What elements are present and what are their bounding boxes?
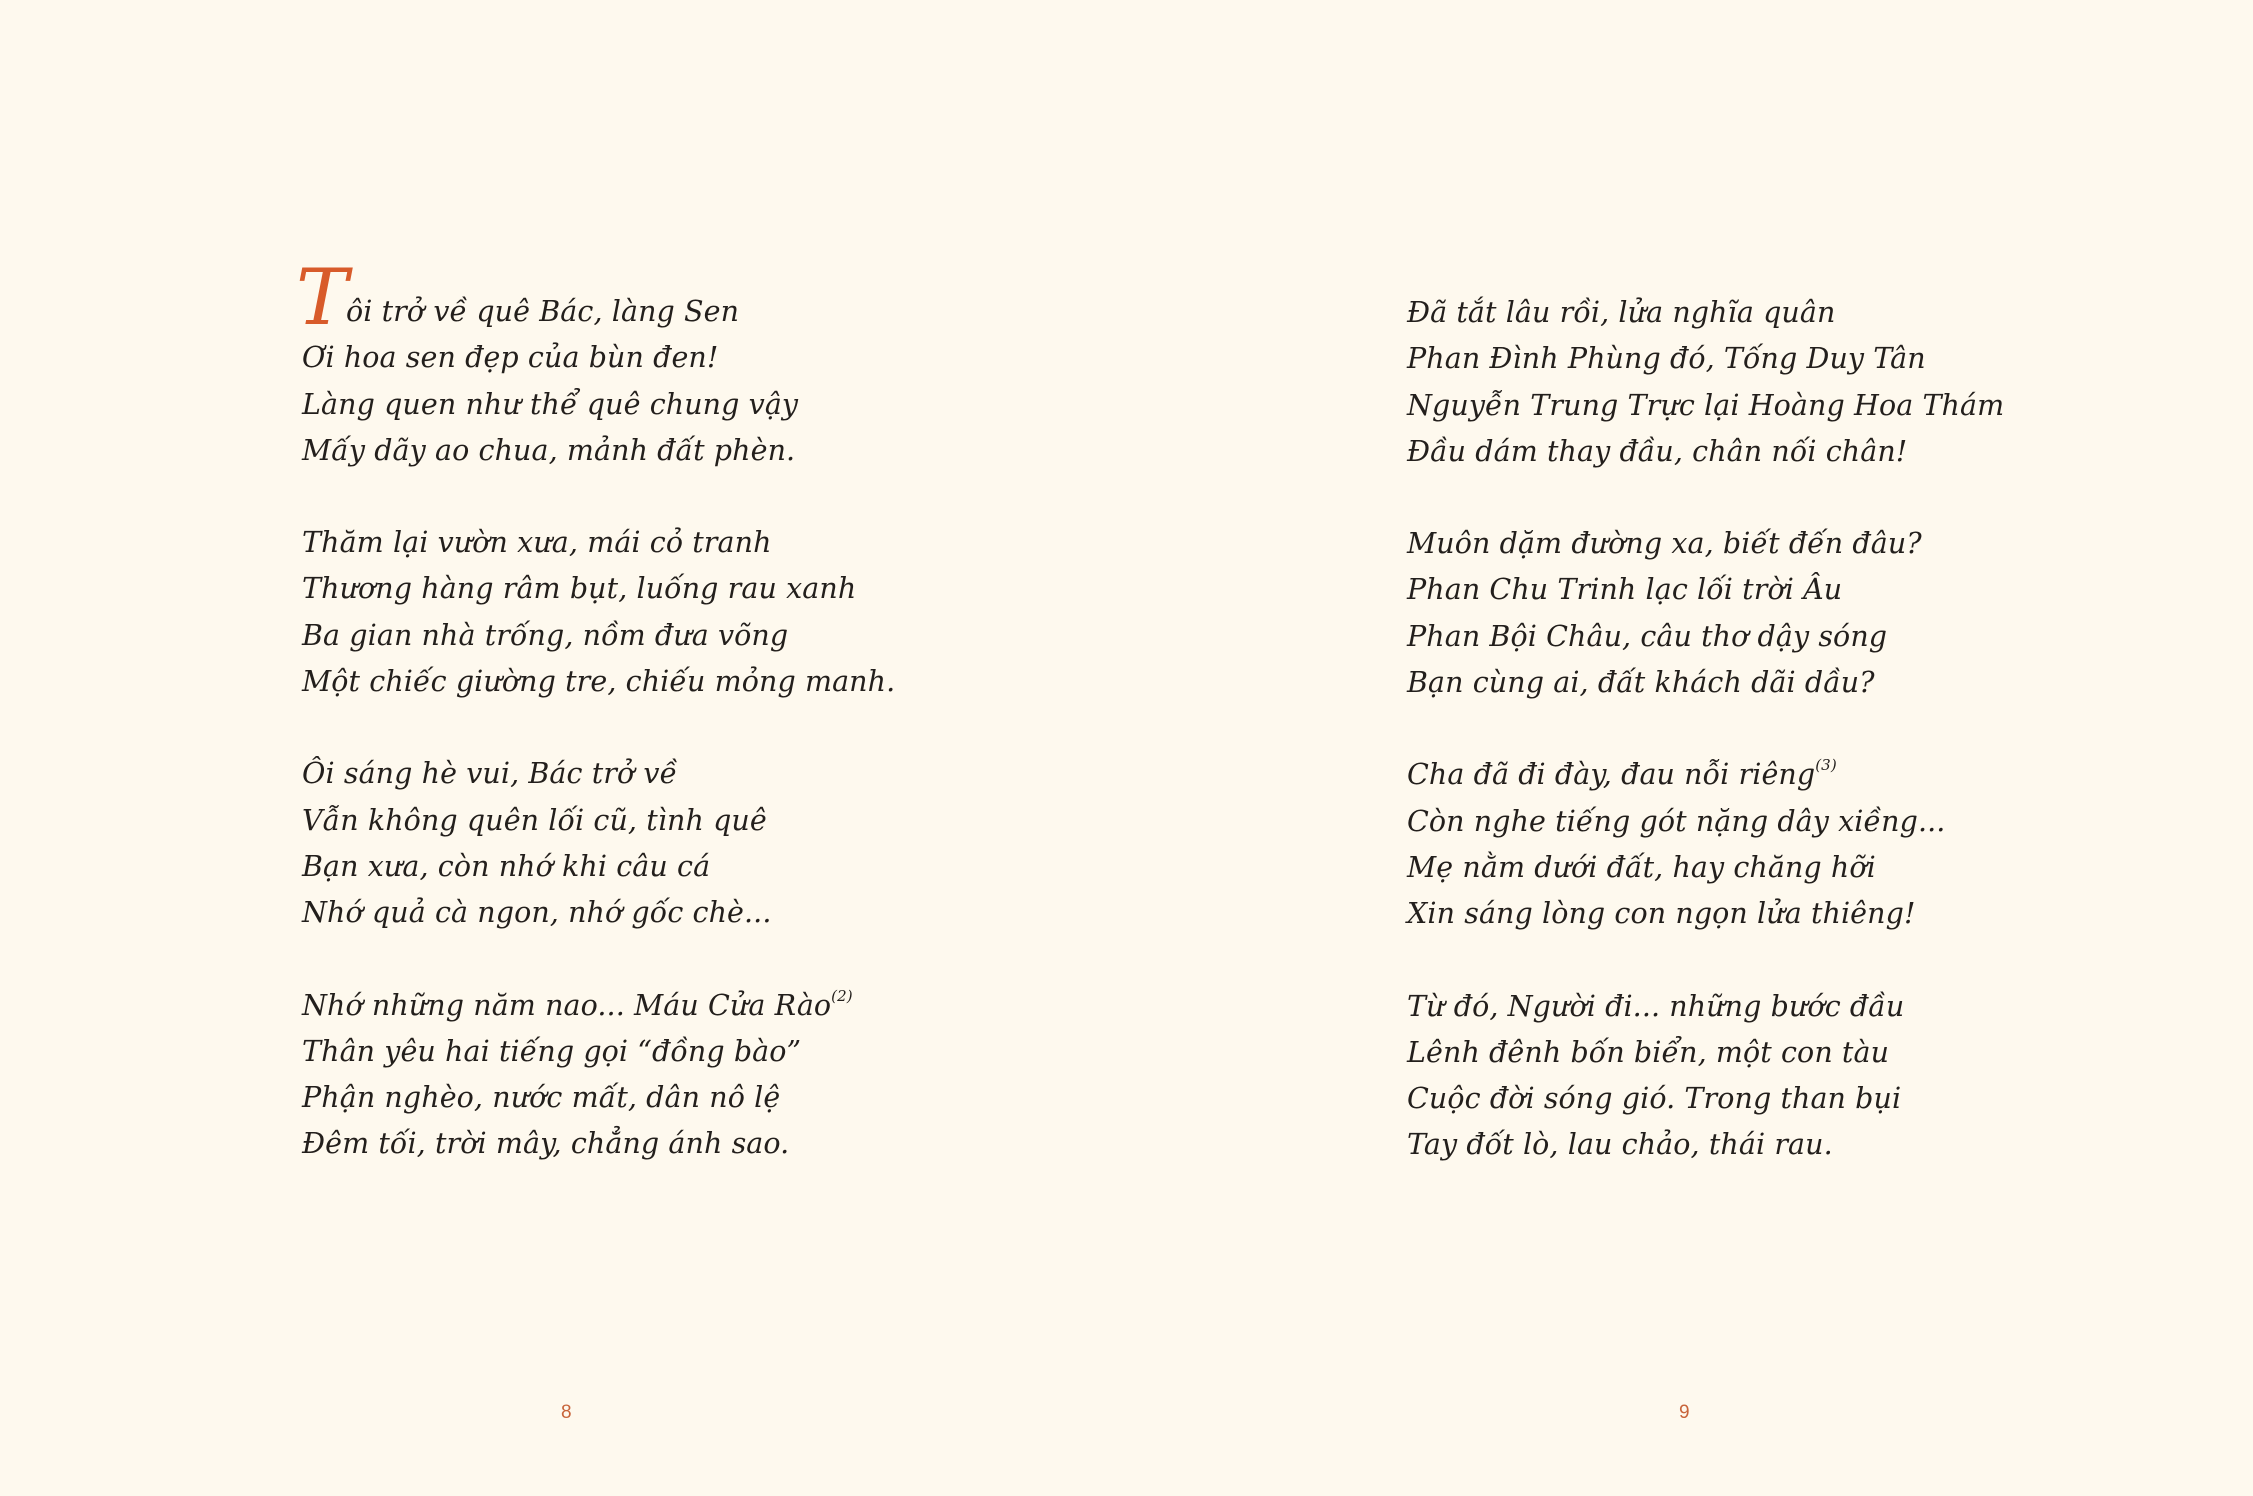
poem-line: Còn nghe tiếng gót nặng dây xiềng... — [1407, 804, 1946, 838]
stanza-4 — [302, 983, 895, 1168]
poem-line: Phận nghèo, nước mất, dân nô lệ — [302, 1081, 781, 1115]
poem-line: Phan Đình Phùng đó, Tống Duy Tân — [1407, 342, 1926, 376]
poem-line: Tay đốt lò, lau chảo, thái rau. — [1407, 1128, 1833, 1162]
poem-line: Nhớ quả cà ngon, nhớ gốc chè... — [302, 896, 772, 930]
poem-line: Lênh đênh bốn biển, một con tàu — [1407, 1035, 1890, 1069]
poem-line — [1407, 752, 2004, 798]
poem-line: Từ đó, Người đi... những bước đầu — [1407, 989, 1905, 1023]
left-poem — [296, 253, 896, 1214]
poem-line: Đã tắt lâu rồi, lửa nghĩa quân — [1407, 296, 1836, 329]
poem-line: Phan Bội Châu, câu thơ dậy sóng — [1407, 619, 1888, 653]
poem-line-text: Cha đã đi đày, đau nỗi riêng — [1407, 758, 1816, 792]
footnote-marker[interactable]: (3) — [1815, 756, 1837, 775]
left-page — [0, 0, 1126, 1496]
poem-line: Ba gian nhà trống, nồm đưa võng — [302, 618, 789, 652]
stanza-3 — [302, 751, 895, 936]
poem-line: Đêm tối, trời mây, chẳng ánh sao. — [302, 1127, 790, 1161]
poem-line: Nguyễn Trung Trực lại Hoàng Hoa Thám — [1407, 388, 2005, 422]
poem-line: Bạn cùng ai, đất khách dãi dầu? — [1407, 666, 1875, 700]
right-poem — [1407, 290, 2004, 1215]
page-number: 9 — [1679, 1402, 1690, 1423]
poem-line: Ôi sáng hè vui, Bác trở về — [302, 757, 678, 791]
stanza-6 — [1407, 521, 2004, 706]
poem-line: Đầu dám thay đầu, chân nối chân! — [1407, 434, 1908, 468]
poem-line: Muôn dặm đường xa, biết đến đâu? — [1407, 527, 1922, 561]
stanza-2 — [302, 520, 895, 705]
footnote-marker[interactable]: (2) — [831, 986, 853, 1005]
poem-line — [302, 983, 895, 1029]
stanza-7 — [1407, 752, 2004, 937]
poem-line: Vẫn không quên lối cũ, tình quê — [302, 803, 767, 837]
poem-line: Thân yêu hai tiếng gọi “đồng bào” — [302, 1034, 802, 1068]
poem-line: Thương hàng râm bụt, luống rau xanh — [302, 572, 857, 606]
stanza-1 — [296, 253, 895, 474]
poem-line: Thăm lại vườn xưa, mái cỏ tranh — [302, 526, 772, 560]
poem-line: Xin sáng lòng con ngọn lửa thiêng! — [1407, 897, 1916, 931]
poem-line: Mấy dãy ao chua, mảnh đất phèn. — [302, 433, 796, 467]
poem-line: Mẹ nằm dưới đất, hay chăng hỡi — [1407, 850, 1876, 884]
poem-line: Làng quen như thể quê chung vậy — [302, 387, 799, 421]
poem-line: Một chiếc giường tre, chiếu mỏng manh. — [302, 665, 896, 699]
stanza-5 — [1407, 290, 2004, 475]
poem-line: Phan Chu Trinh lạc lối trời Âu — [1407, 573, 1843, 607]
page-number: 8 — [561, 1402, 572, 1423]
poem-line-text: ôi trở về quê Bác, làng Sen — [346, 295, 740, 328]
poem-line: Cuộc đời sóng gió. Trong than bụi — [1407, 1082, 1902, 1116]
poem-line: Ơi hoa sen đẹp của bùn đen! — [302, 341, 719, 375]
stanza-8 — [1407, 984, 2004, 1169]
drop-cap: T — [296, 253, 349, 343]
poem-line: Bạn xưa, còn nhớ khi câu cá — [302, 849, 711, 883]
poem-line — [296, 253, 895, 343]
poem-line-text: Nhớ những năm nao... Máu Cửa Rào — [302, 988, 832, 1022]
right-page — [1126, 0, 2252, 1496]
